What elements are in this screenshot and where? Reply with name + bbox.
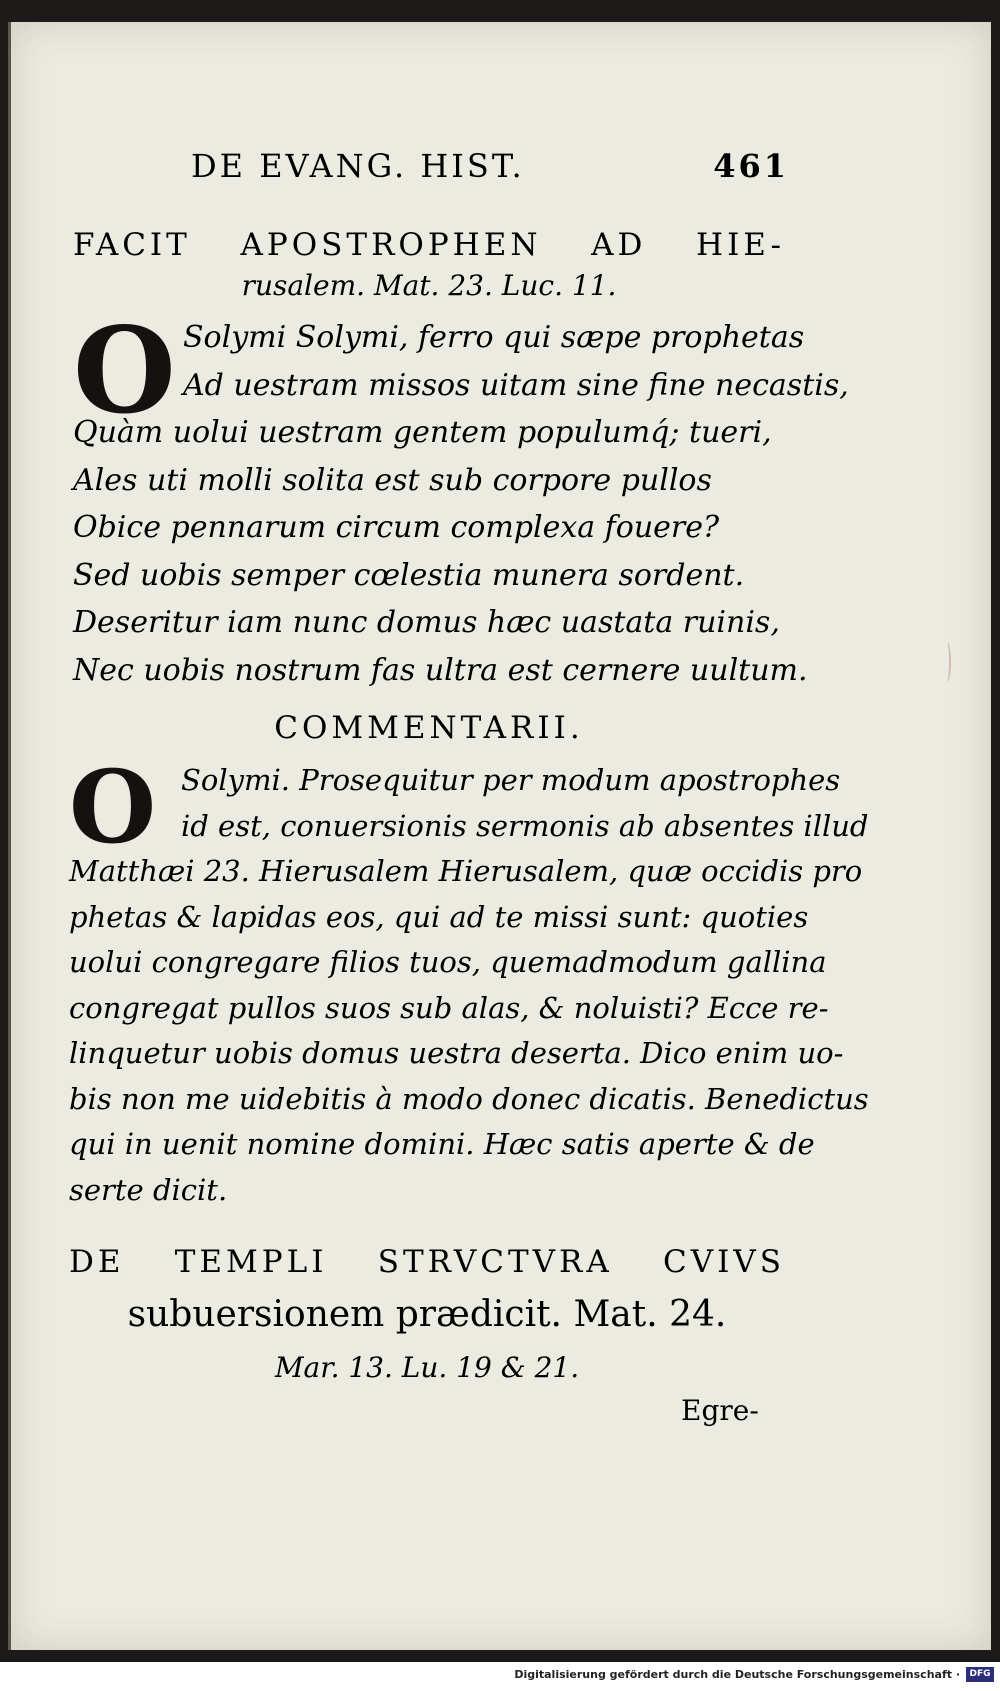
running-head-title: DE EVANG. HIST.: [191, 147, 525, 185]
page-number: 461: [713, 147, 789, 185]
dfg-logo-icon: DFG: [966, 1667, 994, 1682]
commentary-line: bis non me uidebitis à modo donec dicatis. Benedictus: [69, 1081, 869, 1116]
digitization-footer: [0, 1662, 1000, 1691]
page-stain: [943, 642, 951, 682]
verse-line: Nec uobis nostrum fas ultra est cernere uultum.: [73, 652, 808, 688]
heading-2-line-2: subuersionem prædicit. Mat. 24.: [127, 1294, 727, 1335]
verse-line: Obice pennarum circum complexa fouere?: [73, 510, 720, 545]
commentary-line: uolui congregare filios tuos, quemadmodum gallina: [69, 945, 827, 979]
section-heading-1: [73, 227, 785, 302]
verse-block: [73, 301, 849, 694]
commentary-block: [69, 748, 869, 1213]
commentary-line: congregat pullos suos sub alas, & noluisti? Ecce re-: [69, 990, 829, 1025]
footer-credit: Digitalisierung gefördert durch die Deutsche Forschungsgemeinschaft ·: [514, 1668, 960, 1681]
heading-1-line-2: rusalem. Mat. 23. Luc. 11.: [241, 269, 617, 302]
catchword: Egre-: [681, 1394, 759, 1427]
commentary-line: qui in uenit nomine domini. Hæc satis aperte & de: [69, 1127, 815, 1161]
commentary-line: Solymi. Prosequitur per modum apostrophes: [181, 763, 841, 797]
verse-line: Quàm uolui uestram gentem populumq́; tueri,: [73, 415, 772, 450]
commentary-dropcap: O: [69, 748, 157, 866]
verse-line: Sed uobis semper cœlestia munera sordent.: [73, 557, 745, 593]
heading-1-line-1: FACIT APOSTROPHEN AD HIE-: [73, 227, 785, 263]
verse-line: Ales uti molli solita est sub corpore pullos: [73, 462, 712, 498]
verse-line: Solymi Solymi, ferro qui sæpe prophetas: [183, 320, 805, 355]
verse-line: Ad uestram missos uitam sine fine necastis,: [183, 367, 849, 403]
running-head: [161, 147, 801, 197]
verse-line: Deseritur iam nunc domus hæc uastata ruinis,: [73, 605, 780, 640]
heading-2-line-3: Mar. 13. Lu. 19 & 21.: [274, 1351, 580, 1384]
verse-dropcap: O: [73, 301, 176, 440]
commentary-line: serte dicit.: [69, 1172, 228, 1207]
section-heading-2: [69, 1244, 785, 1384]
commentary-line: id est, conuersionis sermonis ab absentes illud: [181, 808, 869, 843]
commentary-line: phetas & lapidas eos, qui ad te missi sunt: quoties: [69, 899, 809, 934]
book-page: [8, 22, 991, 1650]
heading-2-line-1: DE TEMPLI STRVCTVRA CVIVS: [69, 1244, 785, 1280]
commentary-heading: COMMENTARII.: [274, 710, 584, 746]
commentary-line: Matthæi 23. Hierusalem Hierusalem, quæ occidis pro: [69, 854, 863, 888]
commentary-line: linquetur uobis domus uestra deserta. Dico enim uo-: [69, 1036, 844, 1070]
